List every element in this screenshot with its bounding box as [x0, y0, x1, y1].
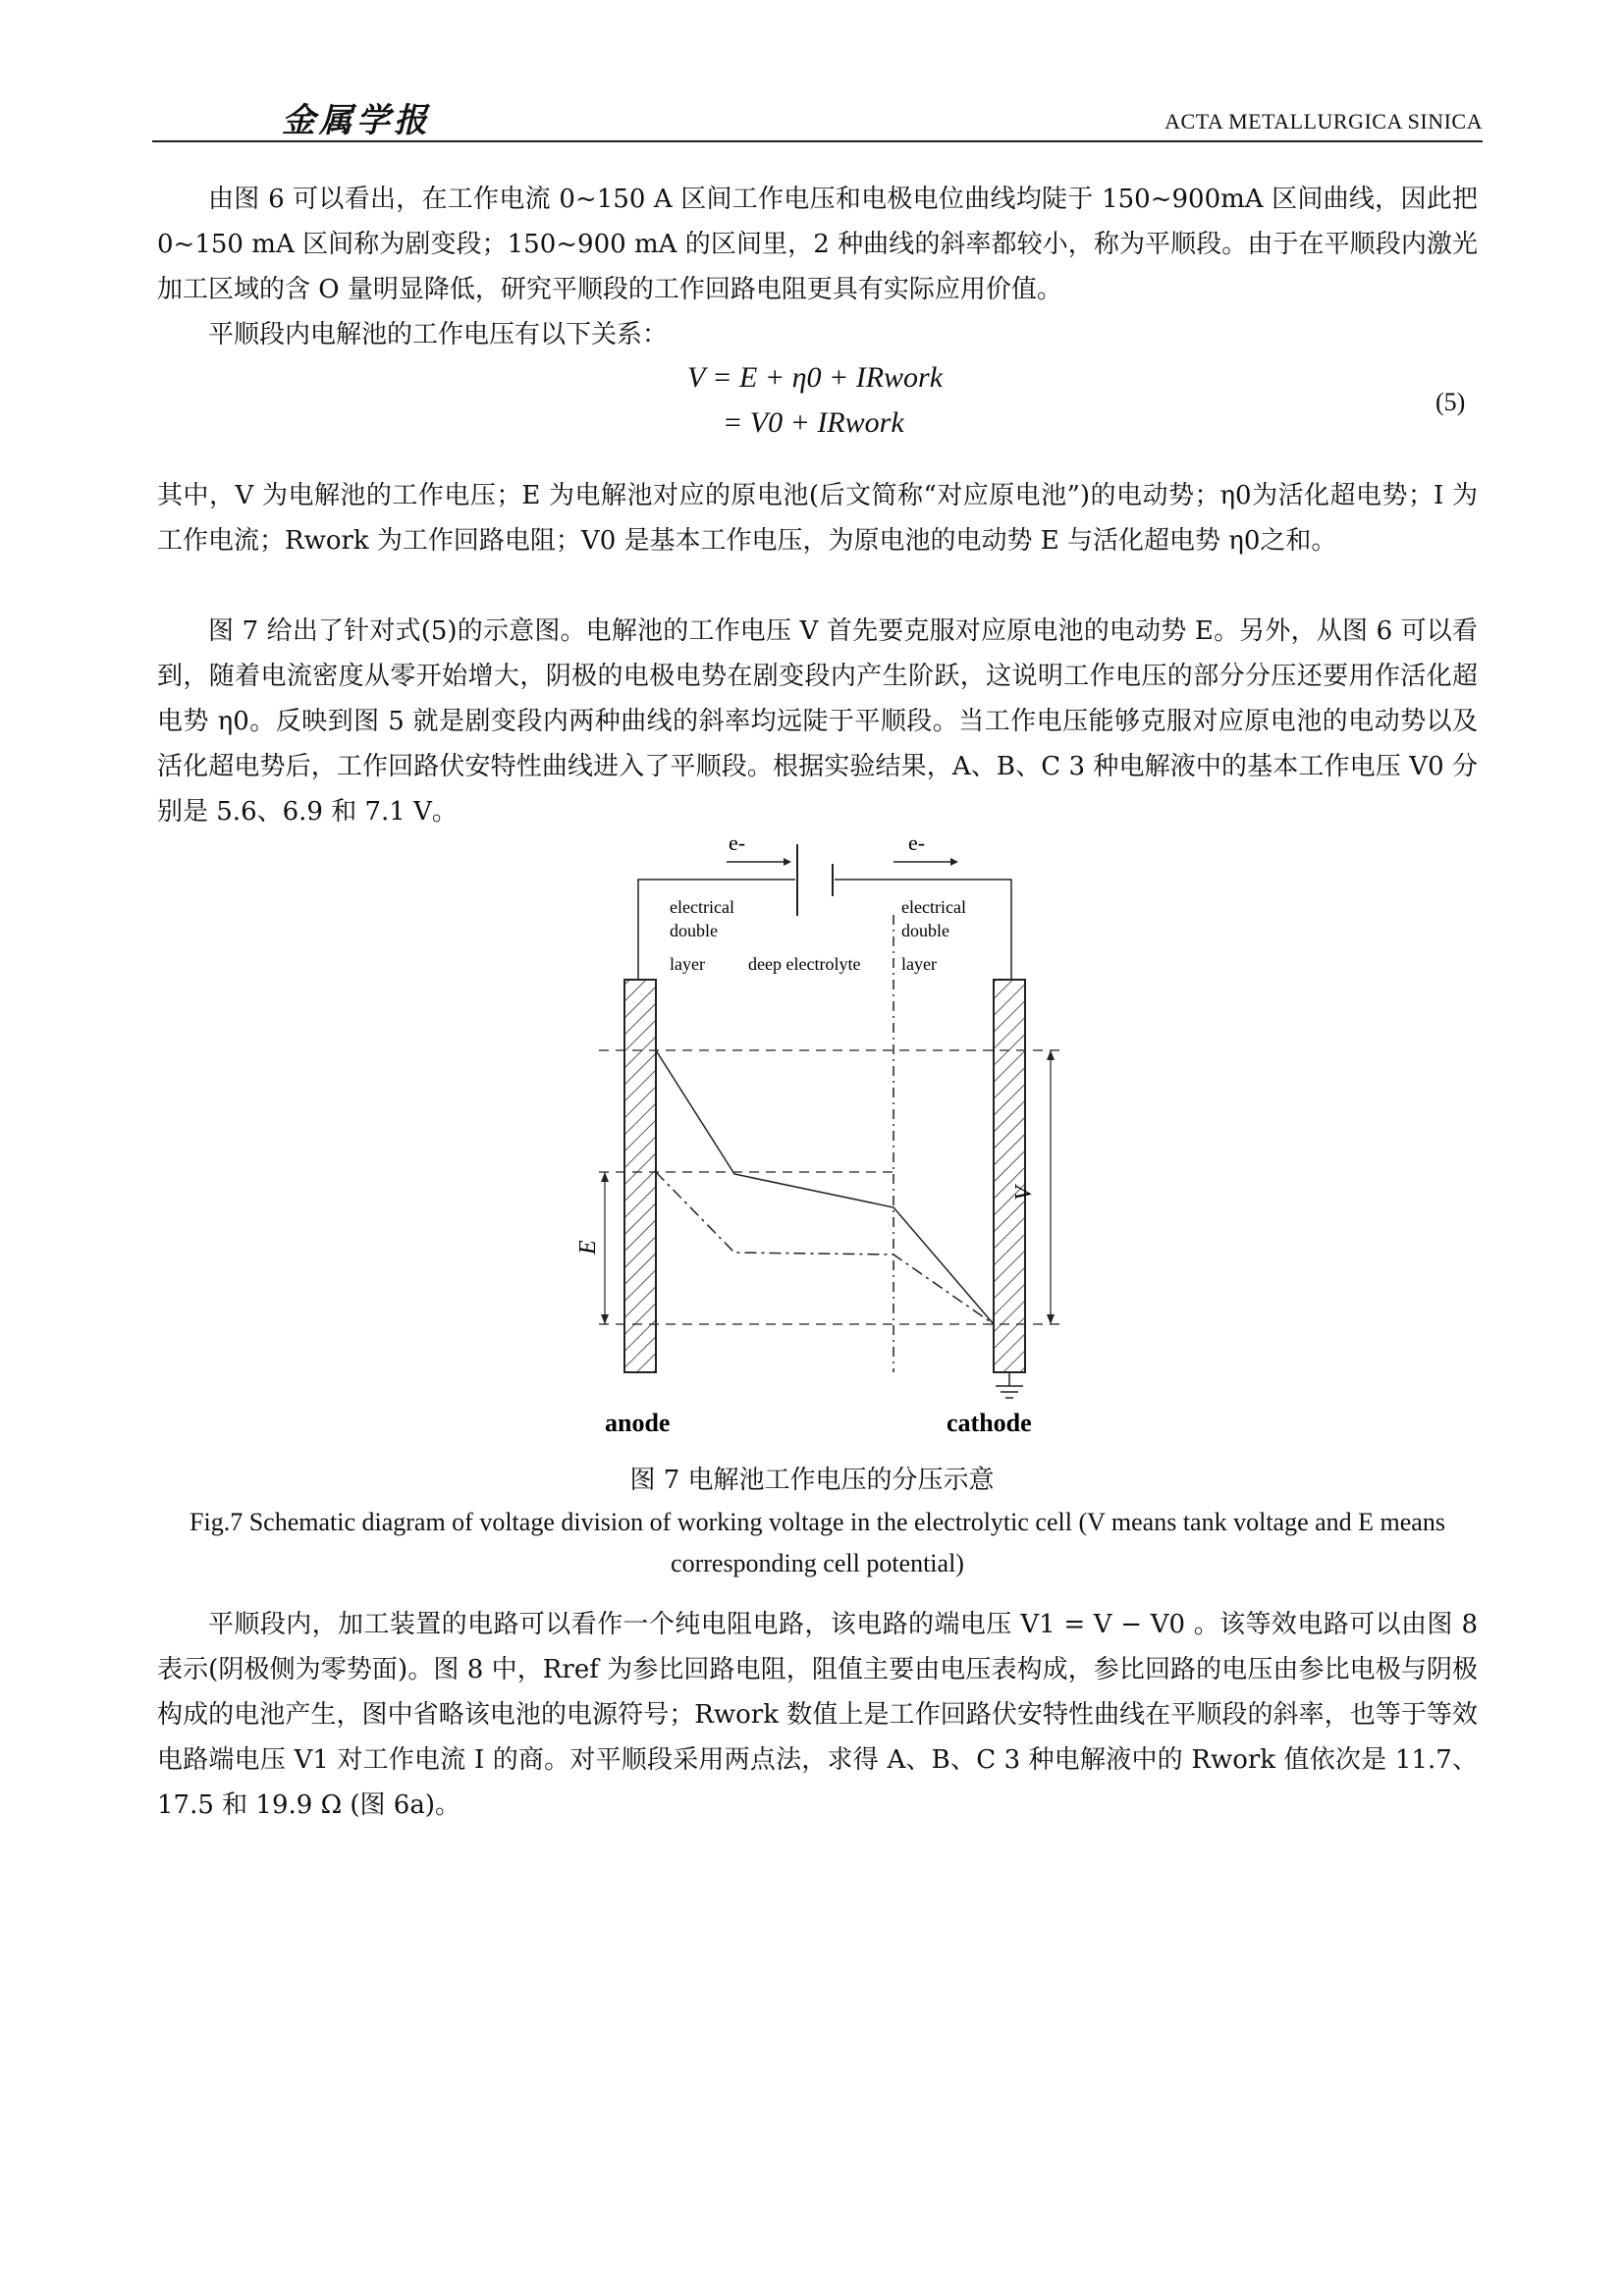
journal-title-cn: 金属学报: [282, 101, 431, 140]
page-header: [152, 93, 1483, 142]
voltage-division-diagram: [569, 823, 1080, 1451]
equation-line-2: = V0 + IRwork: [723, 406, 904, 439]
edl-left-line-1: electrical: [670, 897, 734, 917]
figure-caption-en: Fig.7 Schematic diagram of voltage division of working voltage in the electrolytic cell (V means tank voltage and E means corresponding cell potential): [189, 1508, 1445, 1577]
edl-right-line-2: double: [901, 921, 949, 940]
figure-caption-cn: 图 7 电解池工作电压的分压示意: [629, 1466, 995, 1495]
figure-7: [569, 823, 1080, 1455]
emf-label: E: [575, 1240, 601, 1255]
equation-number: (5): [1435, 388, 1466, 416]
electron-right-label: e-: [908, 830, 926, 855]
paragraph-2-text: 平顺段内电解池的工作电压有以下关系：: [208, 320, 669, 349]
paragraph-1: [157, 177, 1478, 312]
edl-right-line-1: electrical: [901, 897, 966, 917]
cathode-electrode: [994, 980, 1025, 1372]
paragraph-1-text: 由图 6 可以看出，在工作电流 0~150 A 区间工作电压和电极电位曲线均陡于 150~900mA 区间曲线，因此把 0~150 mA 区间称为剧变段；150~900 mA 的区间里，2 种曲线的斜率都较小，称为平顺段。由于在平顺段内激光加工区域的含 O 量明显降低，研究平顺段的工作回路电阻更具有实际应用价值。: [157, 185, 1478, 304]
paragraph-5: [157, 1602, 1478, 1828]
deep-electrolyte-label: deep electrolyte: [748, 954, 861, 974]
equation-5: [687, 355, 943, 446]
journal-title-en: ACTA METALLURGICA SINICA: [1164, 109, 1483, 133]
paragraph-2: [157, 312, 1478, 357]
edl-right-line-3: layer: [901, 954, 937, 974]
voltage-label: V: [1011, 1186, 1037, 1201]
anode-label: anode: [605, 1409, 671, 1437]
paragraph-5-text: 平顺段内，加工装置的电路可以看作一个纯电阻电路，该电路的端电压 V1 = V − V0 。该等效电路可以由图 8 表示(阴极侧为零势面)。图 8 中，Rref 为参比回路电阻，阻值主要由电压表构成，参比回路的电压由参比电极与阴极构成的电池产生，图中省略该电池的电源符号；Rwork 数值上是工作回路伏安特性曲线在平顺段的斜率，也等于等效电路端电压 V1 对工作电流 I 的商。对平顺段采用两点法，求得 A、B、C 3 种电解液中的 Rwork 值依次是 11.7、17.5 和 19.9 Ω (图 6a)。: [157, 1610, 1478, 1820]
anode-electrode: [624, 980, 656, 1372]
electron-left-label: e-: [729, 830, 746, 855]
paragraph-4: [157, 609, 1478, 834]
edl-left-line-2: double: [670, 921, 718, 940]
paragraph-3-text: 其中，V 为电解池的工作电压；E 为电解池对应的原电池(后文简称“对应原电池”)的电动势；η0为活化超电势；I 为工作电流；Rwork 为工作回路电阻；V0 是基本工作电压，为原电池的电动势 E 与活化超电势 η0之和。: [157, 481, 1478, 556]
equation-line-1: V = E + η0 + IRwork: [687, 361, 944, 394]
cathode-label: cathode: [947, 1409, 1032, 1437]
paragraph-3: [157, 473, 1478, 563]
paragraph-4-text: 图 7 给出了针对式(5)的示意图。电解池的工作电压 V 首先要克服对应原电池的电动势 E。另外，从图 6 可以看到，随着电流密度从零开始增大，阴极的电极电势在剧变段内产生阶跃，这说明工作电压的部分分压还要用作活化超电势 η0。反映到图 5 就是剧变段内两种曲线的斜率均远陡于平顺段。当工作电压能够克服对应原电池的电动势以及活化超电势后，工作回路伏安特性曲线进入了平顺段。根据实验结果，A、B、C 3 种电解液中的基本工作电压 V0 分别是 5.6、6.9 和 7.1 V。: [157, 616, 1478, 827]
edl-left-line-3: layer: [670, 954, 705, 974]
